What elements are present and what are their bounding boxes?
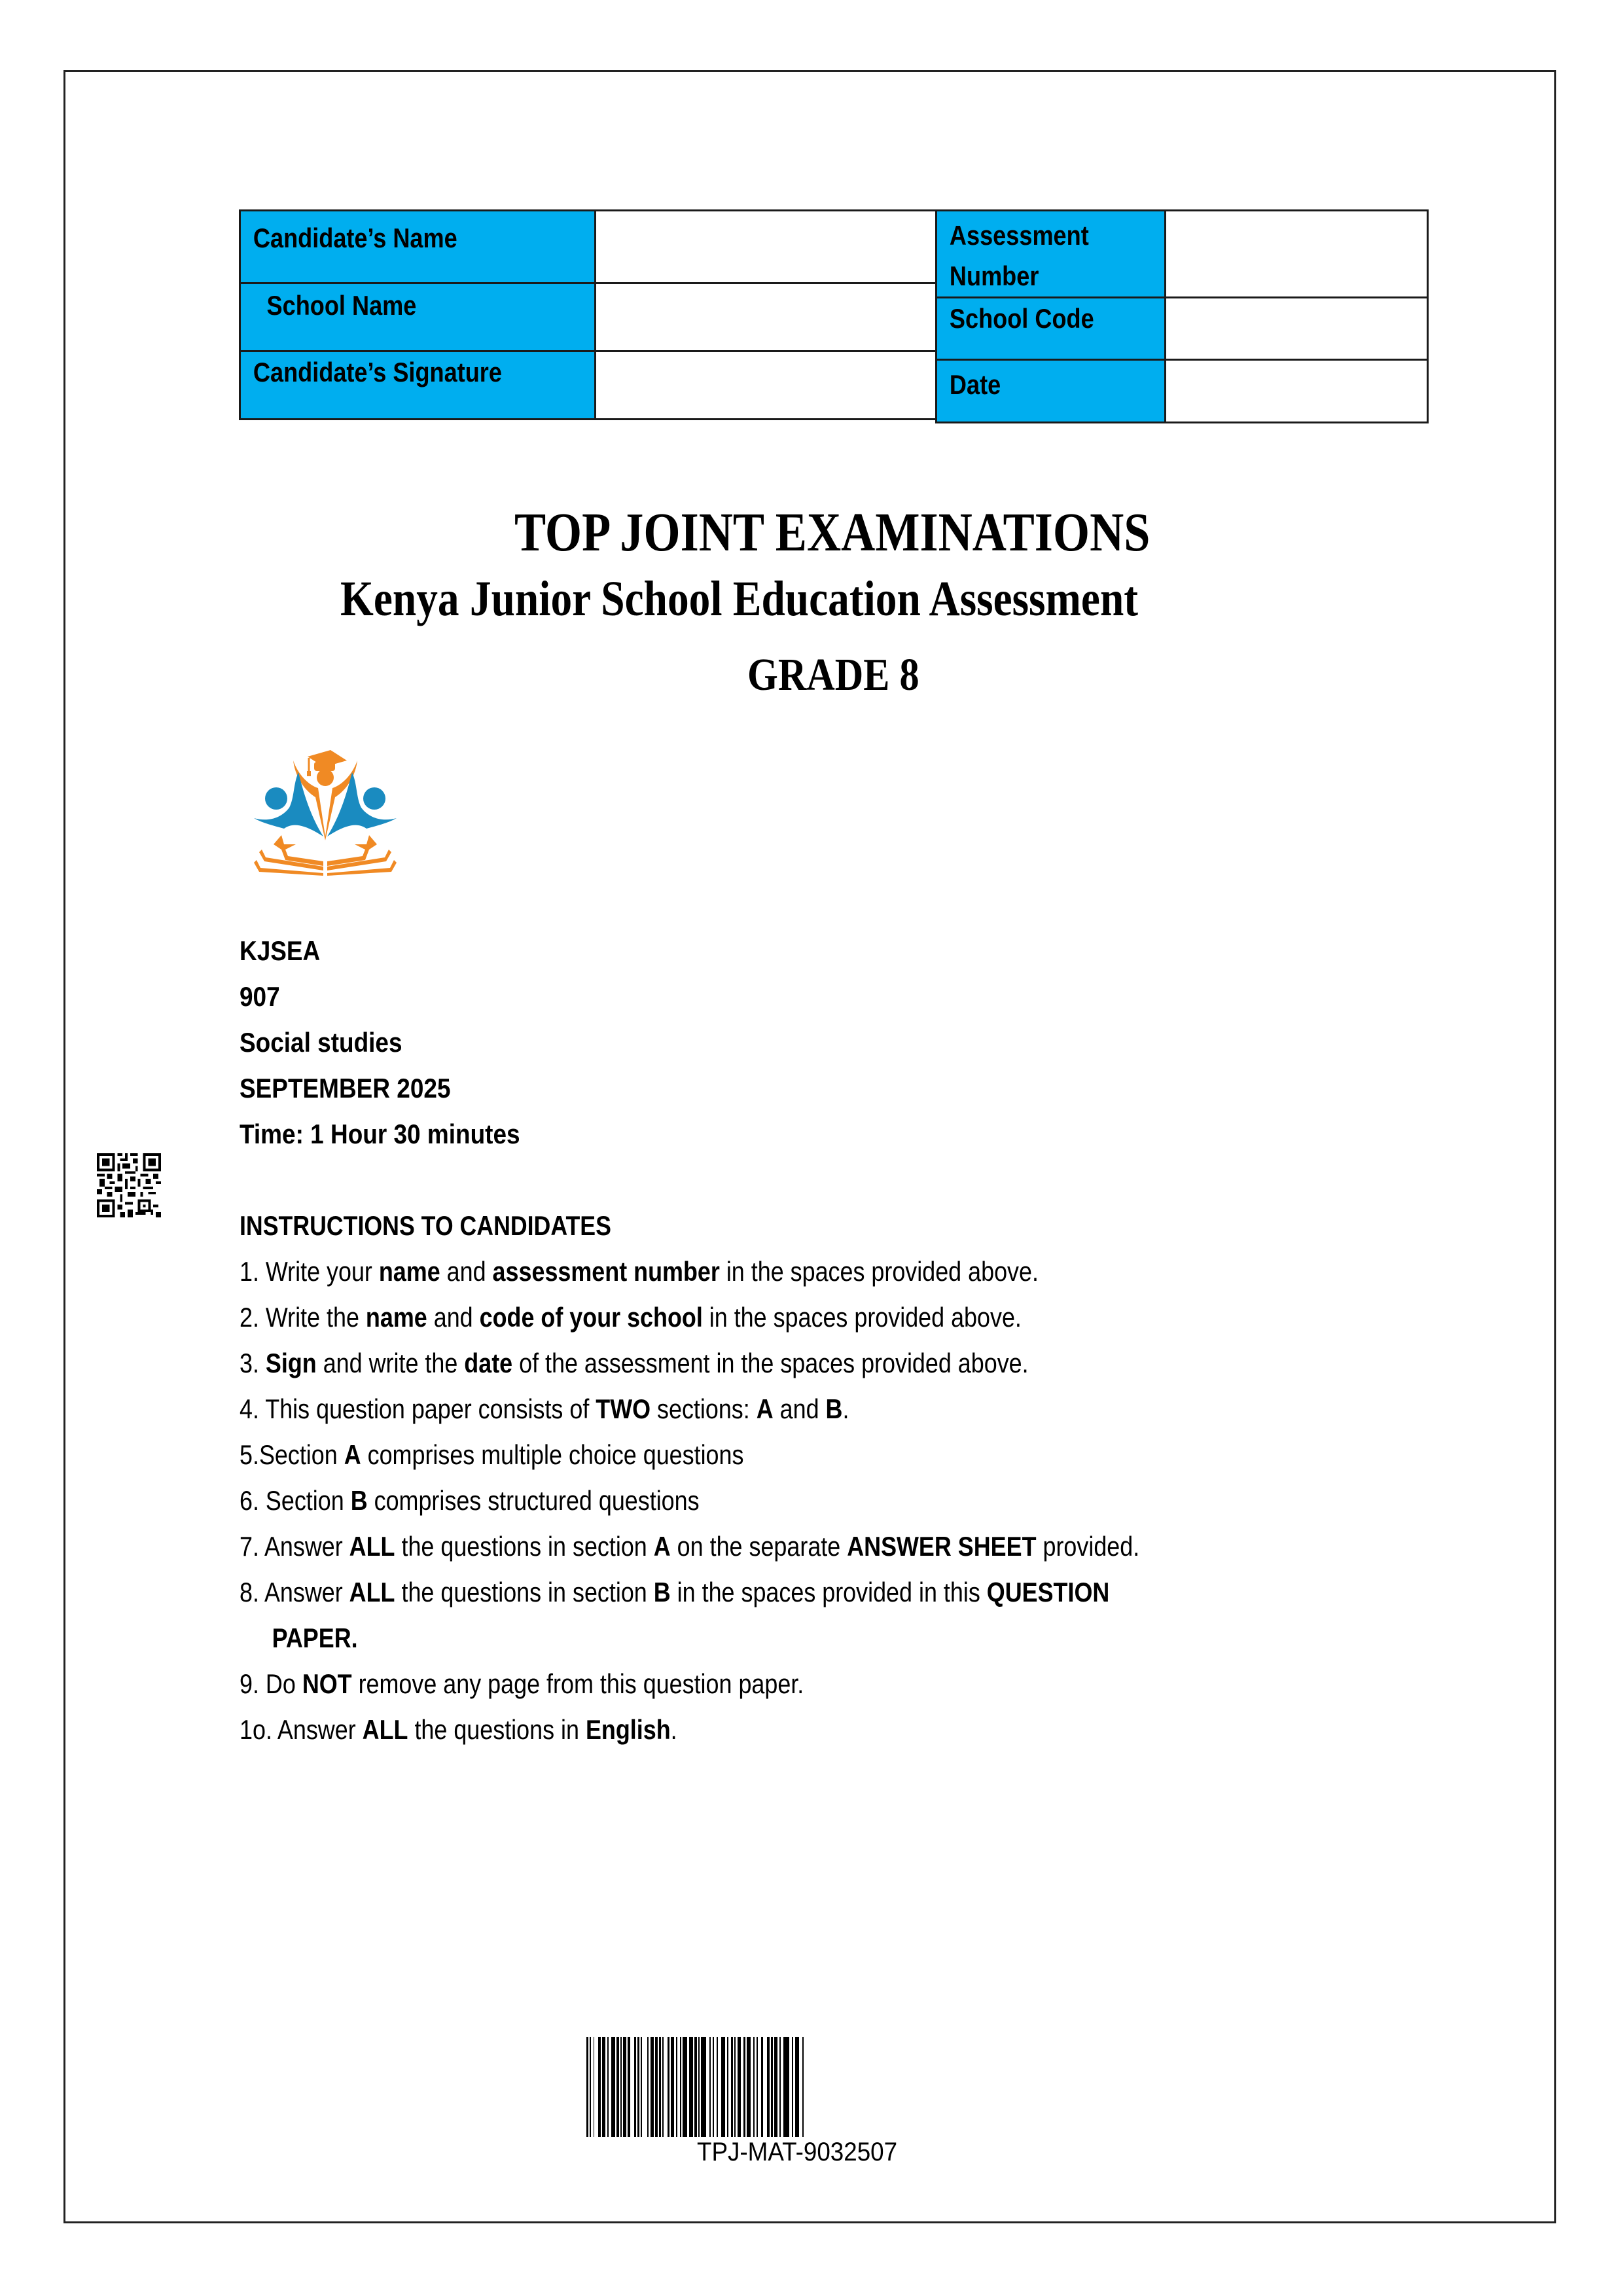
- school-name-field[interactable]: [596, 283, 936, 351]
- instruction-emphasis: Sign: [265, 1348, 317, 1378]
- instruction-item: [240, 1528, 1139, 1574]
- instruction-text: 7. Answer: [240, 1531, 349, 1562]
- exam-session: SEPTEMBER 2025: [240, 1073, 451, 1103]
- instruction-emphasis: English: [585, 1714, 671, 1745]
- exam-meta: [240, 933, 558, 1162]
- candidate-signature-label-cell: [240, 351, 596, 420]
- instruction-emphasis: A: [344, 1439, 361, 1470]
- exam-subtitle: Kenya Junior School Education Assessment: [340, 571, 1139, 626]
- exam-duration: Time: 1 Hour 30 minutes: [240, 1119, 520, 1149]
- instruction-text: the questions in section: [395, 1531, 654, 1562]
- instruction-emphasis: A: [756, 1393, 774, 1424]
- date-field[interactable]: [1166, 360, 1428, 423]
- instruction-text: on the separate: [670, 1531, 847, 1562]
- instruction-item: [240, 1482, 1139, 1528]
- instruction-text: the questions in section: [395, 1577, 654, 1607]
- date-label-cell: [936, 360, 1166, 423]
- instructions-section: [240, 1208, 1292, 1757]
- instruction-emphasis: ALL: [362, 1714, 408, 1745]
- barcode-number: TPJ-MAT-9032507: [697, 2138, 898, 2166]
- instruction-text: 3.: [240, 1348, 266, 1378]
- qr-code-icon: [97, 1153, 161, 1217]
- instruction-text: and: [440, 1256, 493, 1287]
- instruction-text: provided.: [1036, 1531, 1140, 1562]
- exam-title: TOP JOINT EXAMINATIONS: [514, 502, 1150, 563]
- instruction-emphasis: ANSWER SHEET: [847, 1531, 1037, 1562]
- instruction-text: comprises multiple choice questions: [361, 1439, 744, 1470]
- instruction-text: 6. Section: [240, 1485, 351, 1516]
- exam-code: KJSEA: [240, 935, 321, 966]
- instruction-item: [240, 1391, 1139, 1437]
- candidate-signature-field[interactable]: [596, 351, 936, 420]
- instruction-item: [240, 1345, 1139, 1391]
- instruction-emphasis: NOT: [302, 1668, 352, 1699]
- instruction-text: .: [670, 1714, 677, 1745]
- assessment-number-label-cell: [936, 211, 1166, 298]
- instruction-text: remove any page from this question paper.: [351, 1668, 804, 1699]
- school-name-label-cell: [240, 283, 596, 351]
- instruction-item: [240, 1437, 1139, 1482]
- instruction-item: [240, 1253, 1139, 1299]
- instructions-list: [240, 1253, 1292, 1757]
- subject-name: Social studies: [240, 1027, 402, 1058]
- instruction-text: 5.Section: [240, 1439, 344, 1470]
- instruction-item: [240, 1620, 1139, 1666]
- instruction-text: in the spaces provided in this: [670, 1577, 987, 1607]
- candidate-name-label-cell: [240, 211, 596, 283]
- instruction-text: in the spaces provided above.: [719, 1256, 1039, 1287]
- graduates-open-book-logo-icon: [242, 745, 402, 876]
- instruction-emphasis: B: [653, 1577, 671, 1607]
- instruction-emphasis: ALL: [349, 1577, 395, 1607]
- instruction-item: [240, 1574, 1139, 1620]
- instruction-emphasis: A: [653, 1531, 671, 1562]
- instruction-text: 1o. Answer: [240, 1714, 363, 1745]
- instruction-emphasis: B: [825, 1393, 843, 1424]
- instruction-item: [240, 1666, 1139, 1712]
- instruction-item: [240, 1712, 1139, 1757]
- instruction-text: 4. This question paper consists of: [240, 1393, 596, 1424]
- instruction-text: 2. Write the: [240, 1302, 366, 1333]
- instruction-emphasis: name: [378, 1256, 440, 1287]
- date-label: Date: [949, 369, 1001, 400]
- instruction-item: [240, 1299, 1139, 1345]
- instruction-text: in the spaces provided above.: [702, 1302, 1022, 1333]
- instruction-text: and: [427, 1302, 480, 1333]
- assessment-info-table: [935, 209, 1429, 423]
- instruction-text: the questions in: [408, 1714, 586, 1745]
- instruction-emphasis: assessment number: [492, 1256, 720, 1287]
- barcode-icon: [586, 2037, 1027, 2137]
- instruction-text: and: [773, 1393, 826, 1424]
- instruction-emphasis: TWO: [596, 1393, 651, 1424]
- instruction-emphasis: date: [464, 1348, 513, 1378]
- instruction-text: 8. Answer: [240, 1577, 349, 1607]
- candidate-info-table: [239, 209, 937, 420]
- instruction-emphasis: QUESTION: [986, 1577, 1110, 1607]
- instruction-emphasis: code of your school: [479, 1302, 703, 1333]
- instruction-emphasis: ALL: [349, 1531, 395, 1562]
- candidate-name-label: Candidate’s Name: [253, 223, 457, 253]
- instruction-text: of the assessment in the spaces provided above.: [512, 1348, 1029, 1378]
- instruction-emphasis: B: [350, 1485, 368, 1516]
- instruction-text: 9. Do: [240, 1668, 302, 1699]
- instruction-text: sections:: [651, 1393, 757, 1424]
- paper-number: 907: [240, 981, 280, 1012]
- instruction-text: .: [842, 1393, 849, 1424]
- candidate-name-field[interactable]: [596, 211, 936, 283]
- grade-label: GRADE 8: [747, 650, 919, 700]
- instructions-heading: INSTRUCTIONS TO CANDIDATES: [240, 1210, 611, 1241]
- candidate-signature-label: Candidate’s Signature: [253, 357, 502, 387]
- instruction-text: and write the: [316, 1348, 465, 1378]
- assessment-number-label-line1: Assessment: [949, 220, 1089, 251]
- instruction-emphasis: name: [365, 1302, 427, 1333]
- school-code-label-cell: [936, 298, 1166, 360]
- school-code-field[interactable]: [1166, 298, 1428, 360]
- school-code-label: School Code: [949, 303, 1094, 334]
- instruction-text: 1. Write your: [240, 1256, 379, 1287]
- assessment-number-field[interactable]: [1166, 211, 1428, 298]
- assessment-number-label-line2: Number: [949, 260, 1039, 291]
- instruction-text: comprises structured questions: [367, 1485, 700, 1516]
- school-name-label: School Name: [266, 290, 417, 321]
- instruction-emphasis: PAPER.: [272, 1623, 358, 1653]
